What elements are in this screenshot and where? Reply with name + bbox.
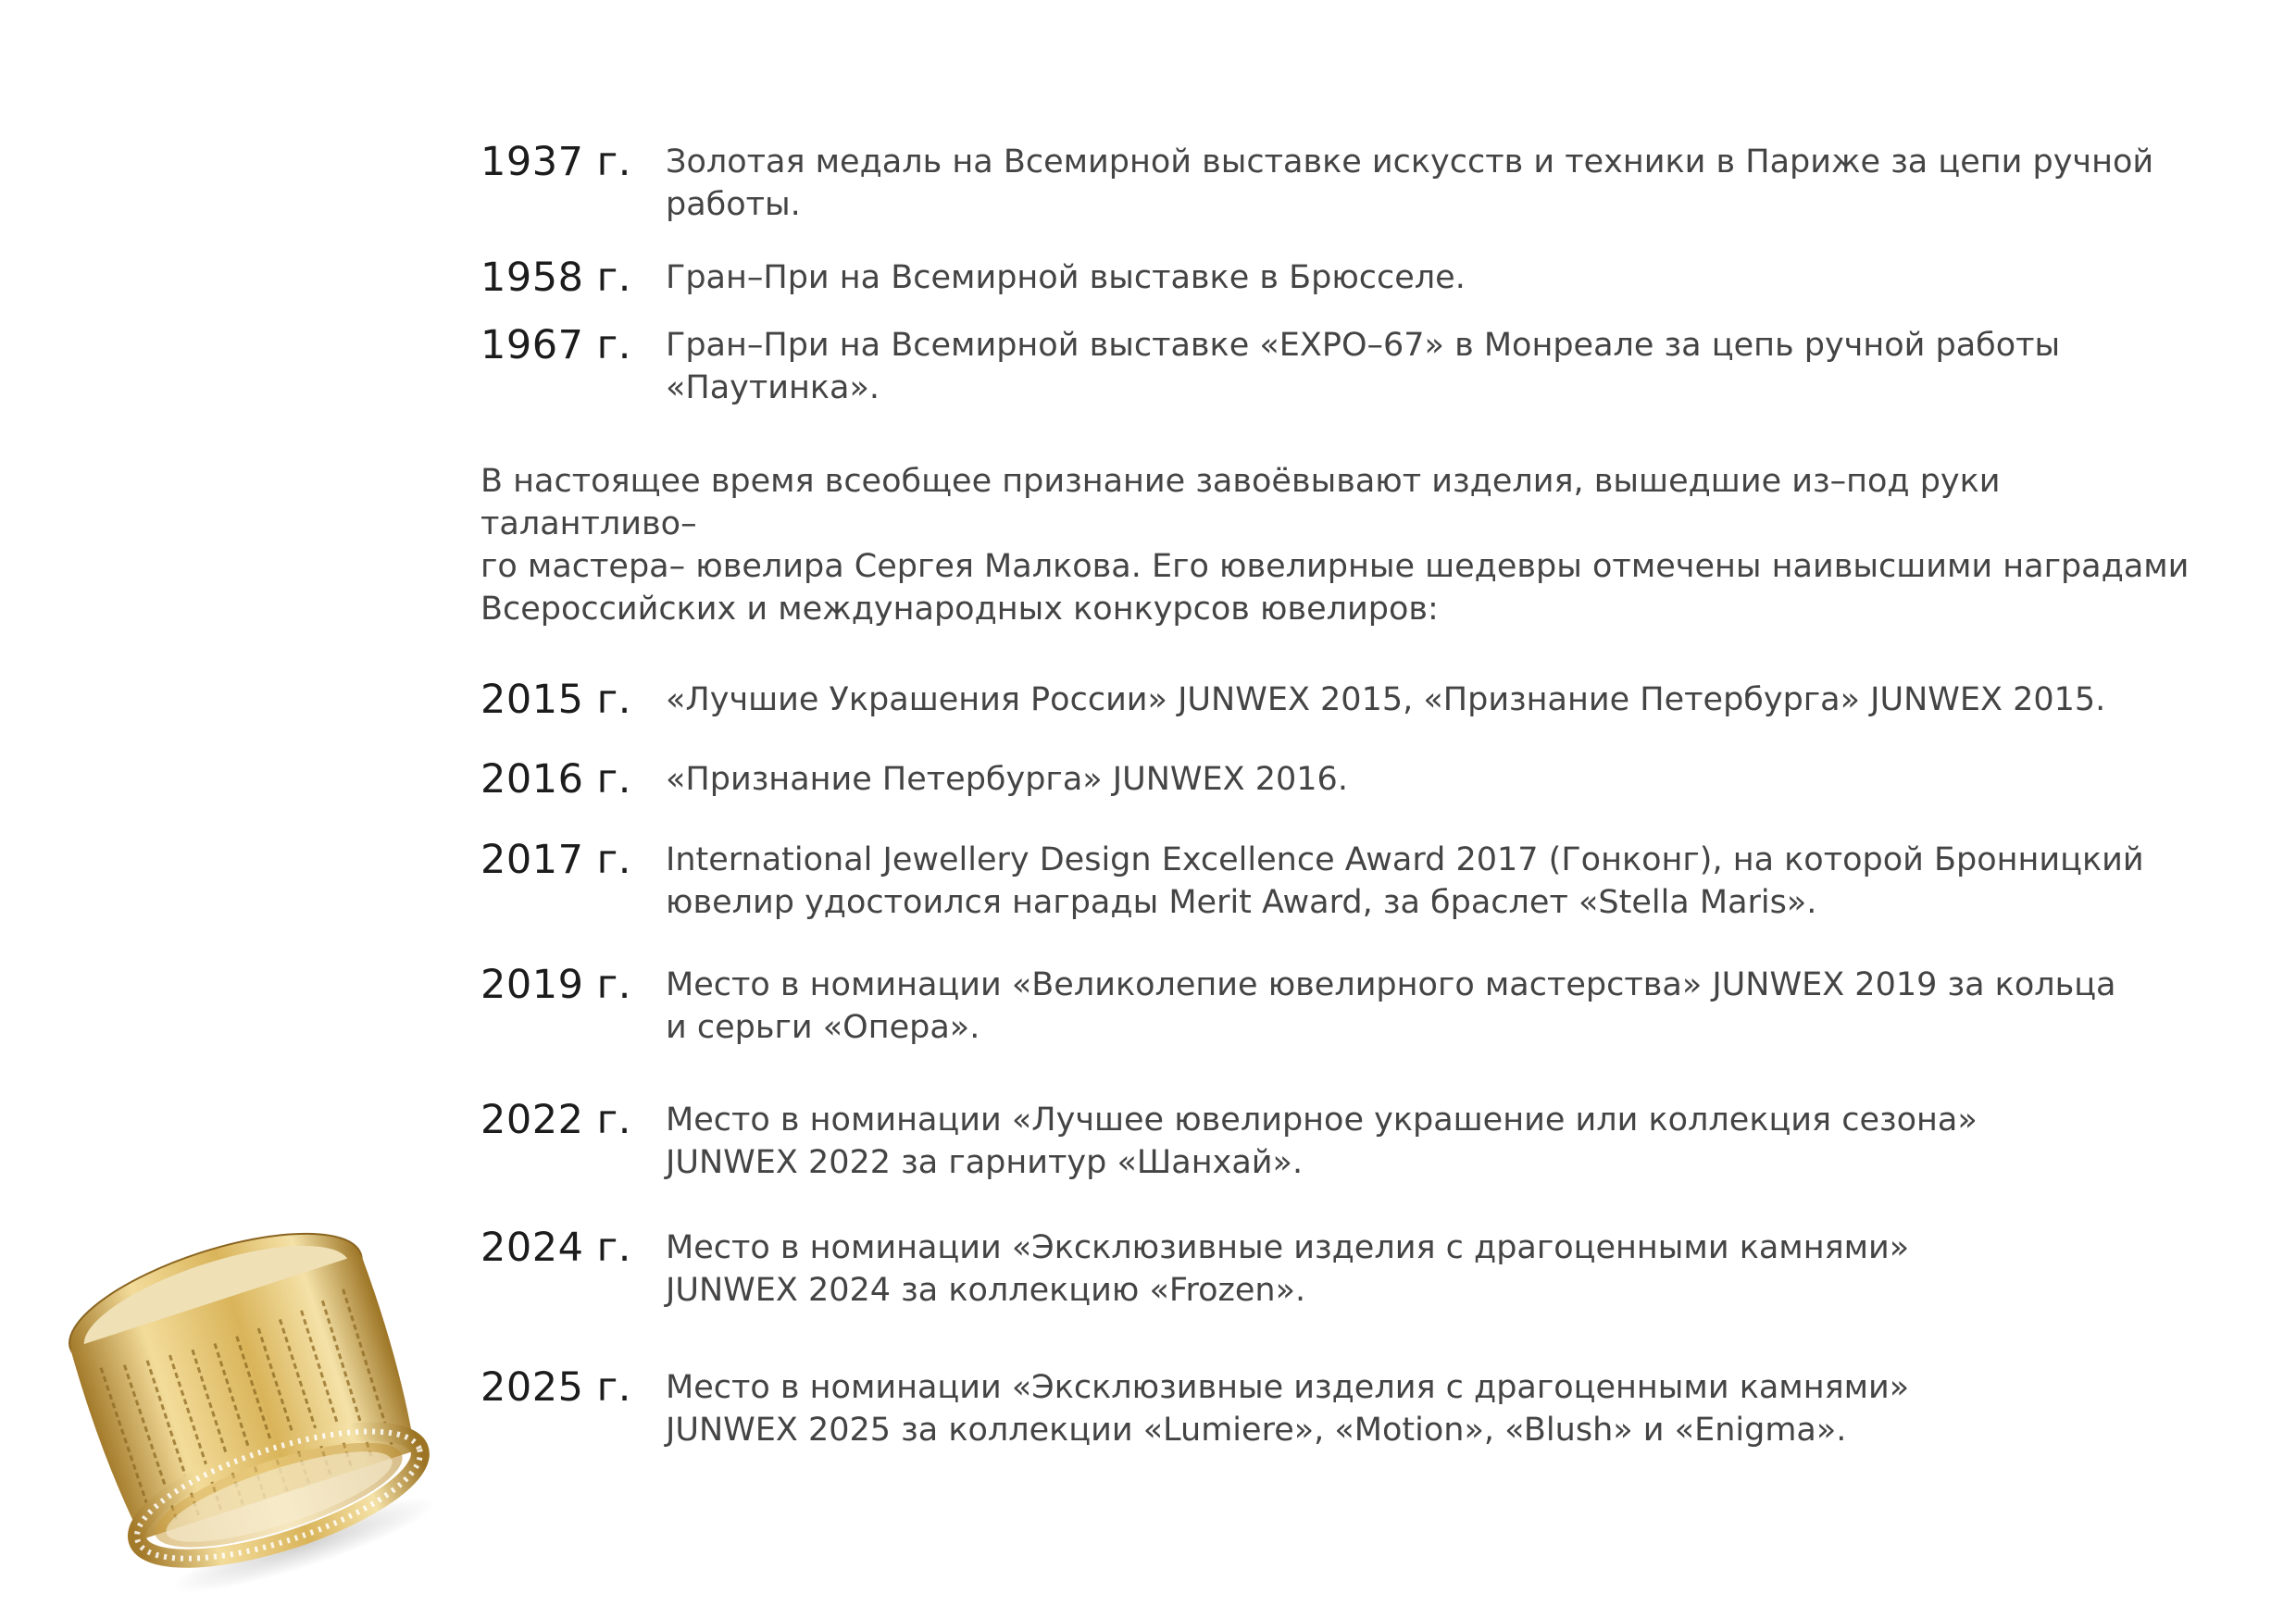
award-text: Гран–При на Всемирной выставке в Брюсселе. <box>666 259 1466 296</box>
award-text: Место в номинации «Эксклюзивные изделия с драгоценными камнями» JUNWEX 2024 за коллекцию «Frozen». <box>666 1229 1910 1309</box>
ring-graphic <box>56 1222 444 1592</box>
award-text: Место в номинации «Лучшее ювелирное украшение или коллекция сезона» JUNWEX 2022 за гарнитур «Шанхай». <box>666 1101 1978 1181</box>
award-text: Место в номинации «Великолепие ювелирного мастерства» JUNWEX 2019 за кольца и серьги «Опера». <box>666 966 2116 1046</box>
award-row-1937 <box>480 141 2202 226</box>
award-text: Место в номинации «Эксклюзивные изделия с драгоценными камнями» JUNWEX 2025 за коллекции «Lumiere», «Motion», «Blush» и «Enigma». <box>666 1369 1910 1449</box>
award-text: «Признание Петербурга» JUNWEX 2016. <box>666 761 1348 798</box>
award-year: 2025 г. <box>480 1364 631 1411</box>
gold-ring-image <box>56 1222 444 1592</box>
award-row-1958 <box>480 256 2202 299</box>
award-year: 2017 г. <box>480 837 631 883</box>
award-year: 2024 г. <box>480 1225 631 1271</box>
award-year: 1967 г. <box>480 322 631 368</box>
award-row-2025 <box>480 1366 2202 1451</box>
award-year: 2016 г. <box>480 756 631 803</box>
award-year: 1958 г. <box>480 255 631 301</box>
award-row-2015 <box>480 678 2202 721</box>
award-year: 2019 г. <box>480 962 631 1008</box>
award-text: «Лучшие Украшения России» JUNWEX 2015, «Признание Петербурга» JUNWEX 2015. <box>666 681 2106 718</box>
award-row-2016 <box>480 758 2202 801</box>
award-text: International Jewellery Design Excellence Award 2017 (Гонконг), на которой Бронницкий ювелир удостоился награды Merit Award, за браслет «Stella Maris». <box>666 841 2144 921</box>
award-year: 2015 г. <box>480 677 631 723</box>
award-row-2022 <box>480 1099 2202 1184</box>
award-year: 2022 г. <box>480 1097 631 1143</box>
award-row-2019 <box>480 964 2202 1049</box>
award-text: Золотая медаль на Всемирной выставке искусств и техники в Париже за цепи ручной работы. <box>666 143 2154 223</box>
award-row-2024 <box>480 1226 2202 1312</box>
award-row-1967 <box>480 324 2202 409</box>
intro-paragraph: В настоящее время всеобщее признание завоёвывают изделия, вышедшие из–под руки талантливо– го мастера– ювелира Сергея Малкова. Его ювелирные шедевры отмечены наивысшими наградами Всероссийских и международных конкурсов ювелиров: <box>480 463 2190 628</box>
award-text: Гран–При на Всемирной выставке «EXPO–67» в Монреале за цепь ручной работы «Паутинка». <box>666 327 2061 406</box>
award-row-2017 <box>480 839 2202 924</box>
award-year: 1937 г. <box>480 139 631 185</box>
